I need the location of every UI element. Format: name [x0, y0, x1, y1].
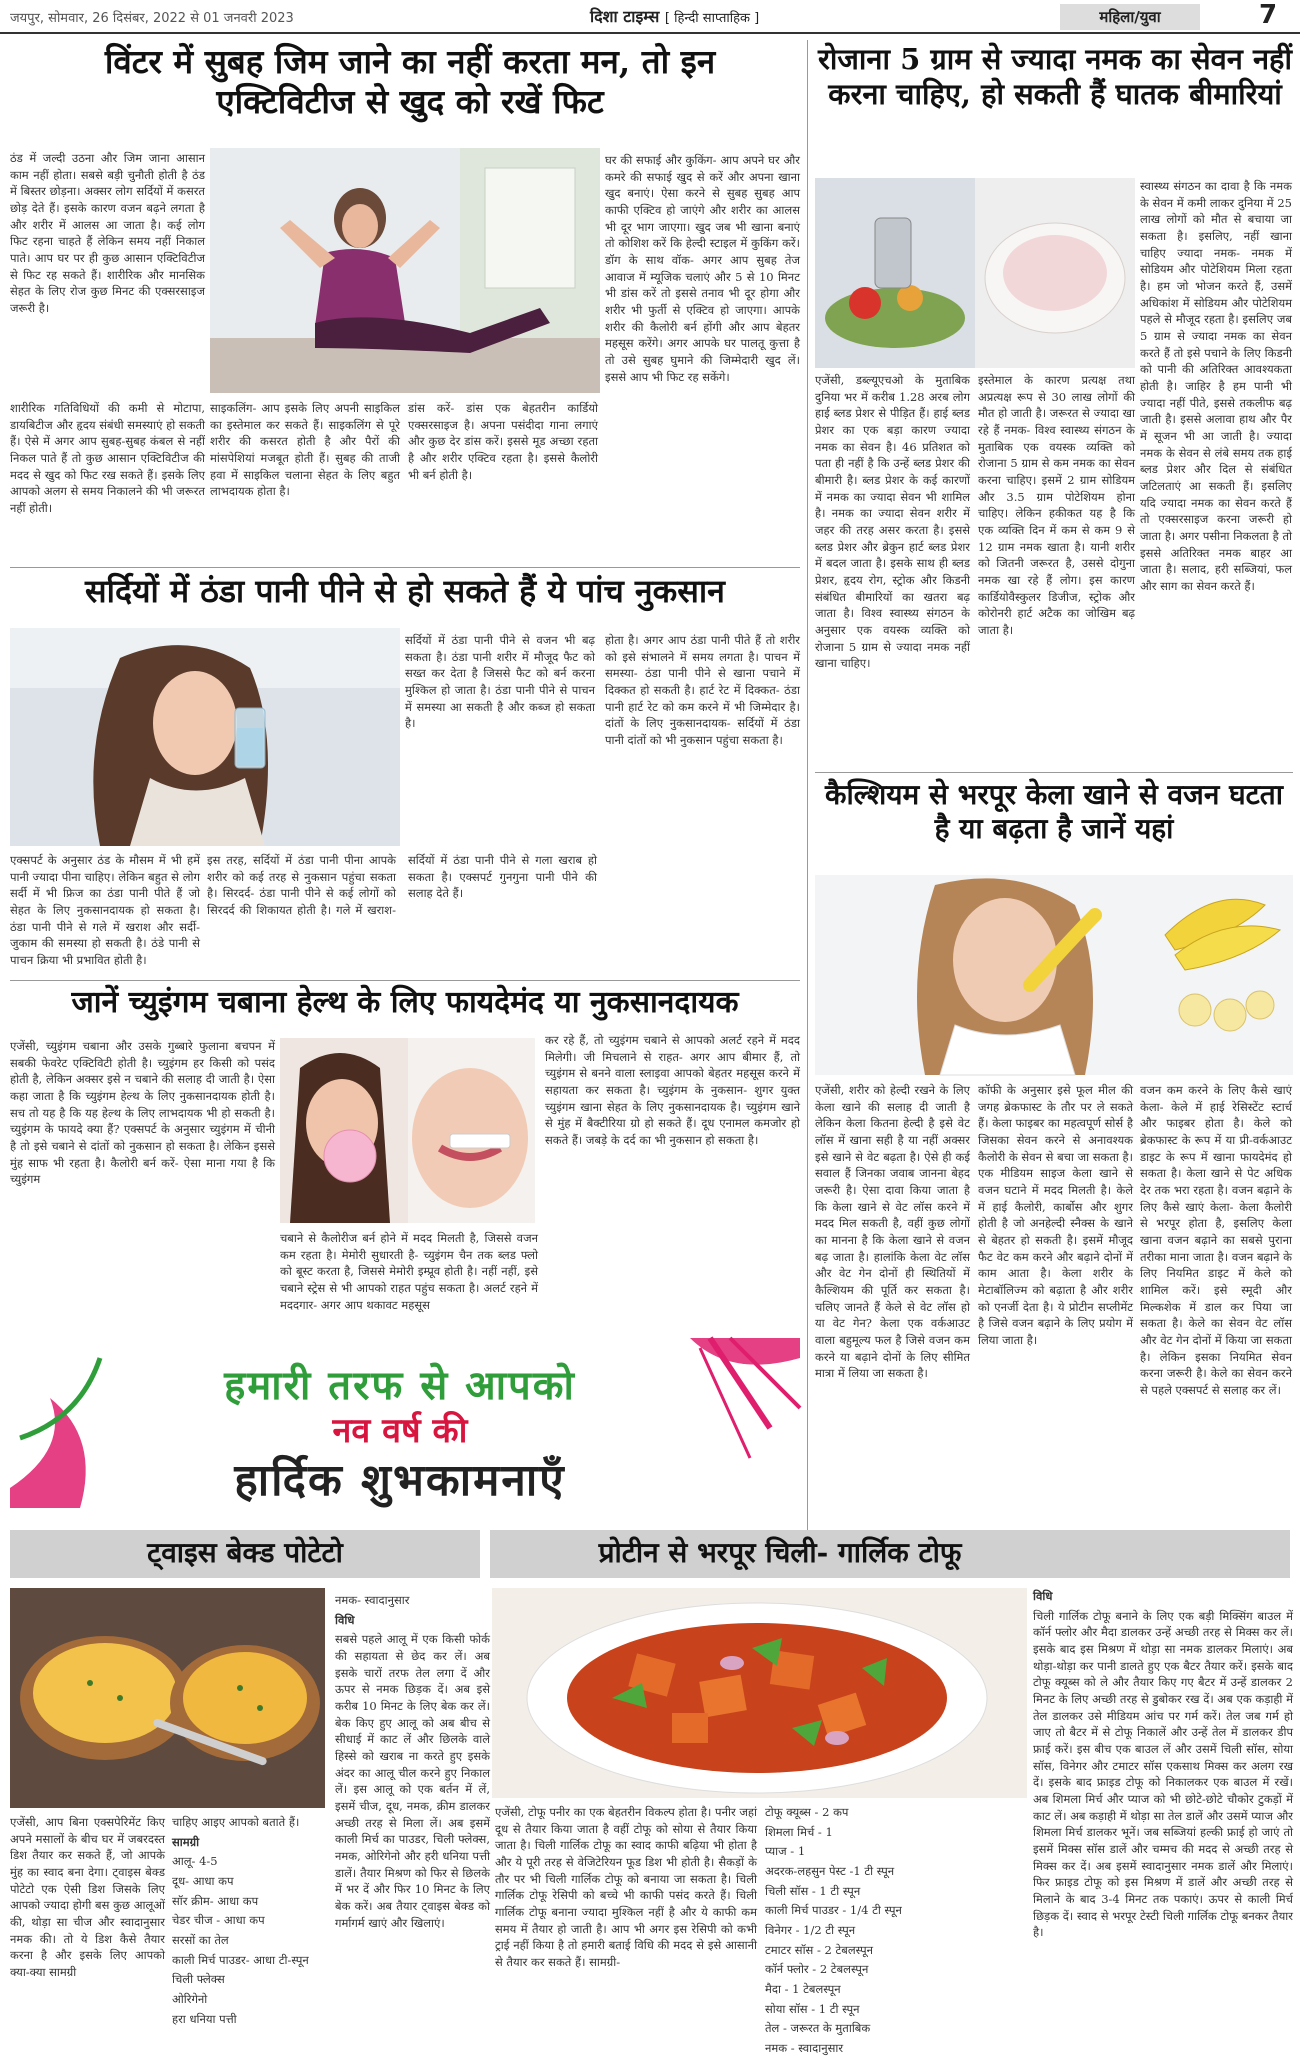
salt-headline: रोजाना 5 ग्राम से ज्यादा नमक का सेवन नहीं करना चाहिए, हो सकती हैं घातक बीमारियां: [818, 42, 1292, 112]
salt-and-vegetables-illustration: [815, 178, 1135, 368]
method-title: विधि: [335, 1612, 355, 1627]
paragraph: सर्दियों में ठंडा पानी पीने से वजन भी बढ़ सकता है। ठंडा पानी शरीर में मौजूद फैट को सख्त कर देता है जिससे फैट को बर्न करना मुश्किल हो जाता है। ठंडा पानी पीने से पाचन में समस्या आ सकती है और कब्ज हो सकता है।: [405, 633, 595, 731]
banana-col1: [815, 1082, 970, 1522]
ingredient-item: अदरक-लहसुन पेस्ट -1 टी स्पून: [765, 1864, 895, 1879]
paragraph: कर रहे हैं, तो च्युइंगम चबाने से आपको अलर्ट रहने में मदद मिलेगी। जी मिचलाने से राहत- अगर आप बीमार हैं, तो च्युइंगम से बनने वाला स्लाइवा आपको बेहतर महसूस करने में सहायता कर सकता है। च्युइंगम के नुकसान- शुगर युक्त च्युइंगम खाना सेहत के लिए नुकसानदायक है। च्युइंगम खाने से मुंह में बैक्टीरिया ग्रो हो सकते हैं। दूध एनामल कमजोर हो सकते हैं। जबड़े के दर्द का भी नुकसान हो सकता है।: [545, 1033, 800, 1148]
cold-water-col2: [207, 852, 597, 974]
paragraph: चबाने से कैलोरीज बर्न होने में मदद मिलती है, जिससे वजन कम रहता है। मेमोरी सुधारती है- च्युइंगम चैन तक ब्लड फ्लो को बूस्ट करता है, जिससे मेमोरी इम्प्रूव होती है। नहीं नहीं, इसे चबाने स्ट्रेस से भी आपको राहत पहुंच सकता है। अलर्ट रहने में मददगार- अगर आप थकावट महसूस: [280, 1231, 538, 1312]
ingredient-item: तेल - जरूरत के मुताबिक: [765, 2021, 871, 2036]
paper-name-block: [590, 5, 840, 29]
chewing-gum-col2: [280, 1230, 538, 1328]
salt-col2: [978, 372, 1135, 766]
salt-photo: [815, 178, 1135, 368]
paragraph: एजेंसी, शरीर को हेल्दी रखने के लिए केला खाने की सलाह दी जाती है लेकिन केला कितना हेल्दी है इसे वेट लॉस में खाना सही है या नहीं अक्सर इसे खाने से वेट बढ़ता है। ऐसे ही कई सवाल हैं जिनका जवाब जानना बेहद जरूरी है। ऐसा दावा किया जाता है कि केला खाने से वेट लॉस करने में मदद मिल सकती है, वहीं कुछ लोगों का मानना है कि केला खाने से वजन बढ़ जाता है। हालांकि केला वेट लॉस और वेट गेन दोनों ही स्थितियों में कैल्शियम की पूर्ति कर सकता है। चलिए जानते हैं केले से वेट लॉस हो या वेट गेन? केला एक वर्कआउट वाला बहुमूल्य फल है जिसे वजन कम करने या बढ़ाने दोनों के लिए सीमित मात्रा में लिया जा सकता है।: [815, 1083, 970, 1381]
woman-drinking-water-illustration: [10, 628, 400, 846]
winter-gym-headline: विंटर में सुबह जिम जाने का नहीं करता मन, तो इन एक्टिविटीज से खुद को रखें फिट: [104, 42, 716, 122]
salt-col3: [1140, 178, 1292, 766]
ingredient-item: सोया सॉस - 1 टी स्पून: [765, 2001, 860, 2016]
paragraph: ठंड में जल्दी उठना और जिम जाना आसान काम नहीं होता। सबसे बड़ी चुनौती होती है ठंड में बिस्तर छोड़ना। अक्सर लोग सर्दियों में कसरत छोड़ देते हैं। इसके कारण वजन बढ़ने लगता है और शरीर में आलस आ जाता है। कई लोग फिट रहना चाहते हैं लेकिन समय नहीं निकाल पाते। आप घर पर ही कुछ आसान एक्टिविटीज से फिट रह सकते हैं। शारीरिक और मानसिक सेहत के लिए रोज कुछ मिनट की एक्सरसाइज जरूरी है।: [10, 151, 205, 316]
new-year-greeting-banner: [10, 1338, 800, 1508]
ingredient-item: विनेगर - 1/2 टी स्पून: [765, 1923, 856, 1938]
ingredient-item: टमाटर सॉस - 2 टेबलस्पून: [765, 1942, 874, 1957]
method-text: चिली गार्लिक टोफू बनाने के लिए एक बड़ी मिक्सिंग बाउल में कॉर्न फ्लोर और मैदा डालकर उन्हें अच्छी तरह से मिक्स कर लें। इसके बाद इस मिश्रण में थोड़ा सा नमक डालकर मिलाएं। अब थोड़ा-थोड़ा कर पानी डालते हुए एक बैटर तैयार करें। इसके बाद टोफू क्यूब्स को ले और तैयार किए गए बैटर में उन्हें डालकर 2 मिनट के लिए अच्छी तरह से डुबोकर रख दें। अब एक कड़ाही में तेल डालकर उसे मीडियम आंच पर गर्म करें। तेल जब गर्म हो जाए तो बैटर में से टोफू निकालें और उन्हें तेल में डालकर डीप फ्राई करें। इस बीच एक बाउल लें और उसमें चिली सॉस, सोया सॉस, विनेगर और टमाटर सॉस एकसाथ मिक्स कर अलग रख दें। इसके बाद फ्राइड टोफू को निकालकर एक बाउल में रखें। अब शिमला मिर्च और प्याज को भी छोटे-छोटे चौकोर टुकड़ों में काट लें। अब कड़ाही में थोड़ा सा तेल डालें और उसमें प्याज और शिमला मिर्च डालकर भूनें। जब सब्जियां हल्की फ्राई हो जाएं तो इसमें मिक्स सॉस डालें और चम्मच की मदद से अच्छी तरह से मिक्स कर दें। अब इसमें स्वादानुसार नमक डालें और मिलाएं। फिर फ्राइड टोफू को इस मिश्रण में डालें और अच्छी तरह से मिलाने के बाद 3-4 मिनट तक पकाएं। ऊपर से काली मिर्च छिड़क दें। स्वाद से भरपूर टेस्टी चिली गार्लिक टोफू बनकर तैयार है।: [1033, 1608, 1293, 1940]
paragraph: स्वास्थ्य संगठन का दावा है कि नमक के सेवन में कमी लाकर दुनिया में 25 लाख लोगों को मौत से बचाया जा सकता है। इसलिए, नहीं खाना चाहिए ज्यादा नमक- नमक में सोडियम और पोटेशियम मिला रहता है। हम जो भोजन करते हैं, उसमें अधिकांश में सोडियम और पोटेशियम पहले से मौजूद रहता है। इसलिए जब 5 ग्राम से ज्यादा नमक का सेवन करते हैं तो इसे पचाने के लिए किडनी को पानी की अतिरिक्त आवश्यकता होती है। जाहिर है हम पानी भी ज्यादा नहीं पीते, इससे तकलीफ बढ़ जाती है। इससे अलावा हाथ और पैर में सूजन भी आ जाती है। ज्यादा नमक के सेवन से लंबे समय तक हाई ब्लड प्रेशर और दिल से संबंधित जटिलताएं आ सकती हैं। इसलिए यदि ज्यादा नमक का सेवन करते हैं तो एक्सरसाइज करना जरूरी हो जाता है। अगर पसीना निकलता है तो इससे अतिरिक्त नमक बाहर आ जाता है। सलाद, हरी सब्जियां, फल और साग का सेवन करते हैं।: [1140, 179, 1292, 594]
page-number: 7: [1258, 0, 1278, 30]
banana-col2: [978, 1082, 1133, 1522]
paragraph: घर की सफाई और कुकिंग- आप अपने घर और कमरे की सफाई खुद से करें और अपना खाना खुद बनाएं। ऐसा करने से सुबह सुबह आप काफी एक्टिव हो जाएंगे और शरीर का आलस भी दूर भाग जाएगा। खुद जब भी खाना बनाएं तो कोशिश करें कि हेल्दी स्टाइल में कुकिंग करें। डॉग के साथ वॉक- अगर आप सुबह तेज आवाज में म्यूजिक चलाएं और 5 से 10 मिनट भी डांस करें तो इससे तनाव भी दूर होगा और शरीर भी फुर्ती से एक्टिव हो जाएगा। आपके शरीर की कैलोरी बर्न होंगी और आप बेहतर महसूस करेंगे। अगर आपके घर पालतू कुत्ता है तो उसे सुबह घुमाने की जिम्मेदारी खुद लें। इससे आप भी फिट रह सकेंगे।: [605, 153, 800, 384]
method-title: विधि: [1033, 1589, 1053, 1603]
paragraph: वजन कम करने के लिए कैसे खाएं केला- केले में हाई रेसिस्टेंट स्टार्च और फाइबर होता है। केले को ब्रेकफास्ट के रूप में या प्री-वर्कआउट डाइट के रूप में खाना फायदेमंद हो सकता है। केला खाने से पेट अधिक देर तक भरा रहता है। वजन बढ़ाने के लिए कैसे खाएं केला- केला कैलोरी से भरपूर होता है, इसलिए केला खाना वजन बढ़ाने का सबसे पुराना तरीका माना जाता है। वजन बढ़ाने के लिए नियमित डाइट में केले को शामिल करें। इसे स्मूदी और मिल्कशेक में डाल कर पिया जा सकता है। केले का सेवन वेट लॉस और वेट गेन दोनों में किया जा सकता है। लेकिन इसका नियमित सेवन करना जरूरी है। केले का सेवन करने से पहले एक्सपर्ट से सलाह कर लें।: [1140, 1083, 1292, 1398]
method-text: सबसे पहले आलू में एक किसी फोर्क की सहायता से छेद कर लें। अब इसके चारों तरफ तेल लगा दें और ऊपर से नमक छिड़क दें। अब इसे करीब 10 मिनट के लिए बेक कर लें। बेक किए हुए आलू को अब बीच से सीधाई में काट लें और छिलके वाले हिस्से को खराब ना करते हुए इसके अंदर का आलू चील करने हुए निकाल लें। इस आलू को एक बर्तन में लें, इसमें चीज, दूध, नमक, क्रीम डालकर अच्छी तरह से मिला लें। अब इसमें काली मिर्च का पाउडर, चिली फ्लेक्स, नमक, ओरिगेनो और हरी धनिया पत्ती डालें। तैयार मिश्रण को फिर से छिलके में भर दें और फिर 10 मिनट के लिए बेक करें। अब तैयार ट्वाइस बेक्ड को गर्मागर्म खाएं और खिलाएं।: [335, 1632, 490, 1930]
winter-gym-col3: [210, 400, 400, 560]
tofu-photo: [492, 1588, 1027, 1798]
potato-method-col: [335, 1592, 490, 2042]
paragraph: साइकलिंग- आप इसके लिए अपनी साइकिल का इस्तेमाल कर सकते हैं। साइकलिंग से पूरे शरीर की कसरत होती है और पैरों की मांसपेशियां मजबूत होती हैं। सुबह की ताजी हवा में साइकिल चलाना सेहत के लिए बहुत लाभदायक होता है।: [210, 401, 400, 499]
divider: [815, 772, 1293, 773]
ingredient-item: सॉर क्रीम- आधा कप: [172, 1893, 259, 1908]
winter-gym-col2: [10, 400, 205, 560]
tofu-method-col: [1033, 1588, 1293, 2042]
potato-intro-col: [10, 1814, 165, 2042]
masthead: [0, 0, 1300, 34]
tofu-headline: प्रोटीन से भरपूर चिली- गार्लिक टोफू: [598, 1536, 962, 1569]
salt-col1: [815, 372, 970, 766]
chili-garlic-tofu-illustration: [492, 1588, 1027, 1798]
ingredient-item: काली मिर्च पाउडर- आधा टी-स्पून: [172, 1952, 309, 1967]
tofu-ingredients-col: [765, 1804, 1027, 2056]
winter-gym-photo: [210, 148, 600, 393]
ingredient-item: चिली फ्लेक्स: [172, 1972, 225, 1987]
chewing-gum-col1: [10, 1038, 275, 1328]
ingredient-item: मैदा - 1 टेबलस्पून: [765, 1982, 841, 1997]
paragraph: एजेंसी, डब्ल्यूएचओ के मुताबिक दुनिया भर में करीब 1.28 अरब लोग हाई ब्लड प्रेशर से पीड़ित हैं। हाई ब्लड प्रेशर का एक बड़ा कारण ज्यादा नमक का सेवन है। 46 प्रतिशत को पता ही नहीं है कि उन्हें ब्लड प्रेशर की बीमारी है। ब्लड प्रेशर के कई कारणों में नमक का ज्यादा सेवन भी शामिल है। नमक का ज्यादा सेवन शरीर में जहर की तरह असर करता है। इससे ब्लड प्रेशर और ब्रेकुन हार्ट ब्लड प्रेशर में बदल जाता है। इसके साथ ही ब्लड प्रेशर, हृदय रोग, स्ट्रोक और किडनी संबंधित बीमारियों का खतरा बढ़ जाता है। विश्व स्वास्थ्य संगठन के अनुसार एक वयस्क व्यक्ति को रोजाना 5 ग्राम से ज्यादा नमक नहीं खाना चाहिए।: [815, 373, 970, 671]
greeting-line-3: हार्दिक शुभकामनाएँ: [234, 1455, 566, 1506]
woman-eating-banana-illustration: [815, 875, 1293, 1075]
ingredient-item: दूध- आधा कप: [172, 1874, 234, 1889]
ingredient-item: आलू- 4-5: [172, 1854, 218, 1869]
woman-exercising-illustration: [210, 148, 600, 393]
ingredient-item: सरसों का तेल: [172, 1933, 229, 1948]
divider: [10, 567, 800, 568]
ingredient-item: कॉर्न फ्लोर - 2 टेबलस्पून: [765, 1962, 869, 1977]
ingredient-item: हरा धनिया पत्ती: [172, 2011, 237, 2026]
ingredient-item: चिली सॉस - 1 टी स्पून: [765, 1883, 861, 1898]
paragraph: एजेंसी, टोफू पनीर का एक बेहतरीन विकल्प होता है। पनीर जहां दूध से तैयार किया जाता है वहीं टोफू को सोया से तैयार किया जाता है। चिली गार्लिक टोफू का स्वाद काफी बढ़िया भी होता है और ये पूरी तरह से वेजिटेरियन फूड डिश भी होती है। सैकड़ों के तौर पर भी चिली गार्लिक टोफू को बनाया जा सकता है। चिली गार्लिक टोफू रेसिपी को बच्चे भी काफी पसंद करते हैं। चिली गार्लिक टोफू बनाना ज्यादा मुश्किल नहीं है और ये काफी कम समय में तैयार हो जाती है। आप भी अगर इस रेसिपी को कभी ट्राई नहीं किया है तो हमारी बताई विधि की मदद से इसे आसानी से तैयार कर सकते हैं। सामग्री-: [495, 1805, 757, 1970]
paragraph: चाहिए आइए आपको बताते हैं।: [172, 1815, 300, 1829]
method-top: नमक- स्वादानुसार: [335, 1593, 410, 1607]
ingredients-title: सामग्री: [172, 1834, 200, 1849]
paragraph: शारीरिक गतिविधियों की कमी से मोटापा, डायबिटीज और हृदय संबंधी समस्याएं हो सकती हैं। ऐसे में अगर आप सुबह-सुबह कंबल से नहीं निकल पाते हैं तो कुछ आसान एक्टिविटीज की मदद से खुद को फिट रख सकते हैं। इसके लिए आपको अलग से समय निकालने की भी जरूरत नहीं होती।: [10, 401, 205, 516]
ingredient-item: शिमला मिर्च - 1: [765, 1824, 833, 1839]
winter-gym-col1: [10, 150, 205, 395]
potato-headline: ट्वाइस बेक्ड पोटेटो: [147, 1536, 343, 1569]
paragraph: डांस करें- डांस एक बेहतरीन कार्डियो एक्सरसाइज है। अपना पसंदीदा गाना लगाएं और कुछ देर डांस करें। इससे मूड अच्छा रहता है और शरीर एक्टिव रहता है। इससे कैलोरी भी बर्न होती है।: [408, 401, 598, 482]
ingredient-item: टोफू क्यूब्स - 2 कप: [765, 1805, 849, 1819]
divider: [10, 980, 800, 981]
winter-gym-col-right: [605, 152, 800, 562]
winter-gym-col4: [408, 400, 598, 560]
ingredient-item: प्याज - 1: [765, 1844, 806, 1859]
paragraph: एजेंसी, आप बिना एक्सपेरिमेंट किए अपने मसालों के बीच घर में जबरदस्त डिश तैयार कर सकते हैं, जो आपके मुंह का स्वाद बना देगा। ट्वाइस बेक्ड पोटेटो एक ऐसी डिश जिसके लिए आपको ज्यादा होगी बस कुछ आलूओं की, थोड़ा सा चीज और स्वादानुसार नमक की। तो ये डिश कैसे तैयार करना है और इसके लिए आपको क्या-क्या सामग्री: [10, 1815, 165, 1980]
chewing-gum-col3: [545, 1032, 800, 1328]
banana-headline: कैल्शियम से भरपूर केला खाने से वजन घटता है या बढ़ता है जानें यहां: [825, 778, 1283, 846]
banana-photo: [815, 875, 1293, 1075]
greeting-line-1: हमारी तरफ से आपको: [224, 1362, 576, 1409]
cold-water-col-right-b: [605, 632, 800, 974]
banana-col3: [1140, 1082, 1292, 1522]
potato-ingredients-col: [172, 1814, 327, 2042]
baked-potato-illustration: [10, 1588, 325, 1808]
cold-water-col-right-a: [405, 632, 595, 852]
cold-water-headline: सर्दियों में ठंडा पानी पीने से हो सकते हैं ये पांच नुकसान: [85, 572, 725, 610]
paragraph: इस तरह, सर्दियों में ठंडा पानी पीना आपके शरीर को कई तरह से नुकसान पहुंचा सकता है। सिरदर्द- ठंडा पानी पीने से कई लोगों को सिरदर्द की शिकायत होती है। गले में खराश- सर्दियों में ठंडा पानी पीने से गला खराब हो सकता है। एक्सपर्ट गुनगुना पानी पीने की सलाह देते हैं।: [207, 853, 597, 918]
chewing-gum-photo: [280, 1038, 535, 1223]
paragraph: होता है। अगर आप ठंडा पानी पीते हैं तो शरीर को इसे संभालने में समय लगता है। पाचन में समस्या- ठंडा पानी पीने से खाना पचाने में दिक्कत हो सकती है। हार्ट रेट में दिक्कत- ठंडा पानी हार्ट रेट को कम करने में भी जिम्मेदार है। दांतों के लिए नुकसानदायक- सर्दियों में ठंडा पानी दांतों को भी नुकसान पहुंचा सकता है।: [605, 633, 800, 748]
paper-tag: [ हिन्दी साप्ताहिक ]: [664, 11, 760, 26]
date-line: जयपुर, सोमवार, 26 दिसंबर, 2022 से 01 जनवरी 2023: [10, 11, 294, 26]
paper-name: दिशा टाइम्स: [590, 7, 660, 26]
cold-water-col1: [10, 852, 200, 974]
paragraph: एजेंसी, च्युइंगम चबाना और उसके गुब्बारे फुलाना बचपन में सबकी फेवरेट एक्टिविटी होती है। च्युइंगम हर किसी को पसंद होती है, लेकिन अक्सर इसे न चबाने की सलाह दी जाती है। ऐसा कहा जाता है कि च्युइंगम हेल्थ के लिए नुकसानदायक होती है। सच तो यह है कि यह हेल्थ के लिए लाभदायक भी हो सकती है। च्युइंगम के फायदे क्या हैं? एक्सपर्ट के अनुसार च्युइंगम में चीनी है तो इसे चबाने से दांतों को नुकसान हो सकता है। लेकिन इससे मुंह साफ भी रहता है। कैलोरी बर्न करें- ऐसा माना गया है कि च्युइंगम: [10, 1039, 275, 1187]
chewing-gum-headline: जानें च्युइंगम चबाना हेल्थ के लिए फायदेमंद या नुकसानदायक: [71, 985, 739, 1020]
paragraph: इस्तेमाल के कारण प्रत्यक्ष तथा अप्रत्यक्ष रूप से 30 लाख लोगों की मौत हो जाती है। जरूरत से ज्यादा खा रहे हैं नमक- विश्व स्वास्थ्य संगठन के मुताबिक एक वयस्क व्यक्ति को रोजाना 5 ग्राम से कम नमक का सेवन करना चाहिए। इसमें 2 ग्राम सोडियम और 3.5 ग्राम पोटेशियम होना चाहिए। लेकिन हकीकत यह है कि एक व्यक्ति दिन में कम से कम 9 से 12 ग्राम नमक खाता है। यानी शरीर को जितनी जरूरत है, उससे दोगुना नमक खा रहे हैं लोग। इस कारण कार्डियोवैस्कुलर डिजीज, स्ट्रोक और कोरोनरी हार्ट अटैक का जोखिम बढ़ जाता है।: [978, 373, 1135, 638]
ingredient-item: नमक - स्वादानुसार: [765, 2041, 844, 2056]
potato-photo: [10, 1588, 325, 1808]
cold-water-photo: [10, 628, 400, 846]
ingredient-item: काली मिर्च पाउडर - 1/4 टी स्पून: [765, 1903, 902, 1918]
tofu-intro-col: [495, 1804, 757, 2042]
section-label: महिला/युवा: [1060, 4, 1200, 30]
chewing-gum-illustration: [280, 1038, 535, 1223]
greeting-line-2: नव वर्ष की: [332, 1411, 468, 1451]
ingredient-item: ओरिगेनो: [172, 1992, 208, 2007]
paragraph: एक्सपर्ट के अनुसार ठंड के मौसम में भी हमें पानी ज्यादा पीना चाहिए। लेकिन बहुत से लोग सर्दी में भी फ्रिज का ठंडा पानी पीते हैं जो सेहत के लिए नुकसानदायक हो सकता है। ठंडा पानी पीने से गले में खराश और सर्दी-जुकाम की समस्या हो सकती है। ठंडे पानी से पाचन क्रिया भी प्रभावित होती है।: [10, 853, 200, 968]
column-separator: [807, 40, 808, 1530]
paragraph: कॉफी के अनुसार इसे फूल मील की जगह ब्रेकफास्ट के तौर पर ले सकते हैं। केला फाइबर का महत्वपूर्ण सोर्स है जिसका सेवन करने से अनावश्यक कैलोरी के सेवन से बचा जा सकता है। एक मीडियम साइज केला खाने से वजन घटाने में मदद मिलती है। केले में हाई कैलोरी, कार्बोस और शुगर होती है जो अनहेल्दी स्नैक्स के खाने से बेहतर हो सकती है। इसमें मौजूद फैट वेट कम करने और बढ़ाने दोनों में काम आता है। केला शरीर के मेटाबॉलिज्म को बढ़ाता है और शरीर को एनर्जी देता है। ये प्रोटीन सप्लीमेंट है जिसे वजन बढ़ाने के लिए प्रयोग में लिया जाता है।: [978, 1083, 1133, 1348]
ingredient-item: चेडर चीज - आधा कप: [172, 1913, 265, 1928]
